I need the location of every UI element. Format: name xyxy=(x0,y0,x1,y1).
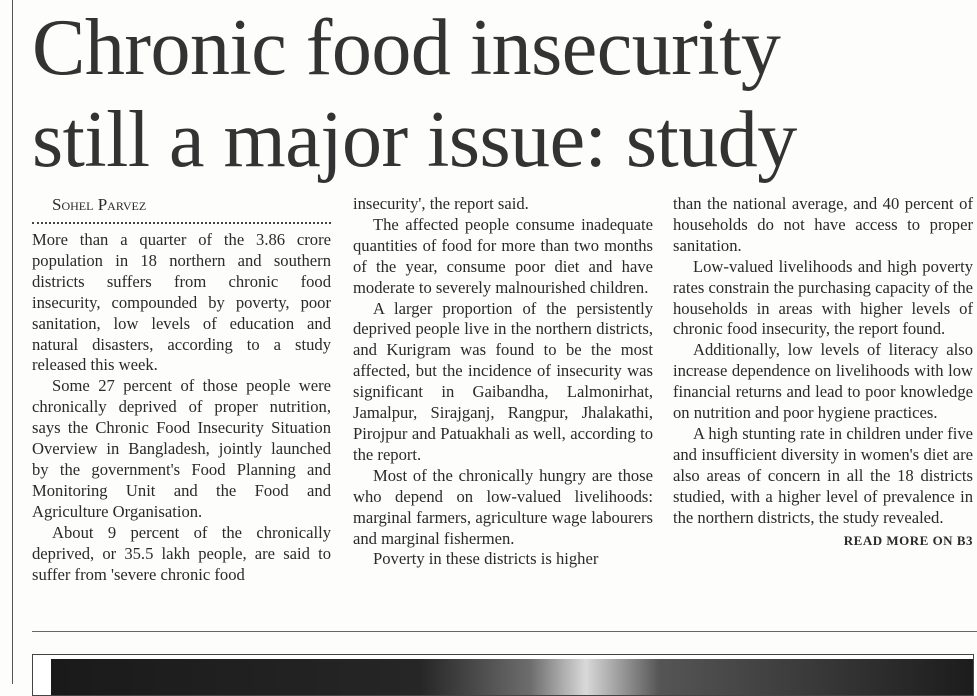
article-column-1 xyxy=(32,194,331,585)
byline: Sohel Parvez xyxy=(52,195,147,214)
byline-dotted-divider xyxy=(32,222,331,224)
paragraph: insecurity', the report said. xyxy=(353,194,529,213)
photo-frame xyxy=(32,654,974,696)
news-photo xyxy=(51,659,973,695)
headline xyxy=(32,2,972,186)
paragraph: Additionally, low levels of literacy also increase dependence on livelihoods with low financial returns and lead to poor knowledge on nutrition and poor hygiene practices. xyxy=(673,340,973,423)
headline-line-1: Chronic food insecurity xyxy=(32,4,781,92)
paragraph: than the national average, and 40 percent of households do not have access to proper sanitation. xyxy=(673,194,973,255)
paragraph: The affected people consume inadequate quantities of food for more than two months of the year, consume poor diet and have moderate to severely malnourished children. xyxy=(353,214,653,297)
paragraph: Most of the chronically hungry are those who depend on low-valued livelihoods: marginal farmers, agriculture wage labourers and marginal fishermen. xyxy=(353,465,653,548)
paragraph: A high stunting rate in children under five and insufficient diversity in women's diet are also areas of concern in all the 18 districts studied, with a higher level of prevalence in the northern districts, the study revealed. xyxy=(673,423,973,527)
read-more-link[interactable]: READ MORE ON B3 xyxy=(843,532,973,548)
paragraph: A larger proportion of the persistently deprived people live in the northern districts, and Kurigram was found to be the most affected, but the incidence of insecurity was significant in Gaibandha, Lalmonirhat, Jamalpur, Sirajganj, Rangpur, Jhalakathi, Pirojpur and Patuakhali as well, according to the report. xyxy=(353,298,653,464)
left-column-rule xyxy=(12,0,13,684)
article-column-3 xyxy=(673,194,973,551)
paragraph: More than a quarter of the 3.86 crore population in 18 northern and southern districts suffers from chronic food insecurity, compounded by poverty, poor sanitation, low levels of education and natural disasters, according to a study released this week. xyxy=(32,230,331,375)
paragraph: Some 27 percent of those people were chronically deprived of proper nutrition, says the Chronic Food Insecurity Situation Overview in Bangladesh, jointly launched by the government's Food Planning and Monitoring Unit and the Food and Agriculture Organisation. xyxy=(32,376,331,521)
headline-line-2: still a major issue: study xyxy=(32,96,797,184)
paragraph: About 9 percent of the chronically deprived, or 35.5 lakh people, are said to suffer from 'severe chronic food xyxy=(32,522,331,584)
paragraph: Poverty in these districts is higher xyxy=(373,549,599,569)
article-column-2 xyxy=(353,194,653,570)
section-divider xyxy=(32,631,977,632)
paragraph: Low-valued livelihoods and high poverty rates constrain the purchasing capacity of the households in areas with higher levels of chronic food insecurity, the report found. xyxy=(673,256,973,339)
